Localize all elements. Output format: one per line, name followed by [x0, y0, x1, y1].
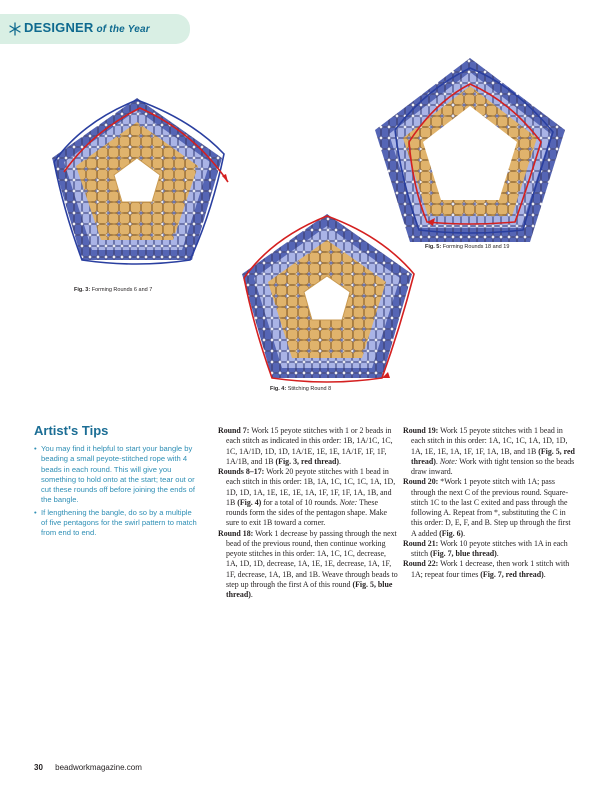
- tips-heading: Artist's Tips: [34, 423, 109, 438]
- round-21-step: Round 21: Work 10 peyote stitches with 1A in each stitch (Fig. 7, blue thread).: [403, 538, 568, 558]
- figure-4-caption: Fig. 4: Stitching Round 8: [270, 386, 332, 392]
- section-header: [0, 14, 190, 44]
- rounds-8-17-step: Rounds 8–17: Work 20 peyote stitches with 1 bead in each stitch in this order: 1B, 1A, 1C, 1C, 1C, 1A, 1D, 1D, 1D, 1A, 1E, 1E, 1E, 1A, 1F, 1F, 1F, 1A, 1B, and 1B (Fig. 4) for a total of 10 rounds. Note: These rounds form the sides of the pentagon shape. Make sure to exit 1B toward a corner.: [218, 467, 396, 528]
- tips-list: [34, 444, 200, 541]
- figure-5-pentagon: [365, 50, 575, 250]
- instructions-column-1: [218, 426, 398, 600]
- round-20-step: Round 20: *Work 1 peyote stitch with 1A; pass through the next C of the previous round. Square-stitch 1C to the last C exited and pass through the following A. Repeat from *, substituting the C in this order: D, E, F, and B. Step up through the first A added (Fig. 6).: [403, 477, 571, 538]
- round-19-step: Round 19: Work 15 peyote stitches with 1 bead in each stitch in this order: 1A, 1C, 1C, 1A, 1D, 1D, 1A, 1E, 1E, 1A, 1F, 1F, 1A, 1B, and 1B (Fig. 5, red thread). Note: Work with tight tension so the beads draw inward.: [403, 426, 575, 476]
- tip-item: • If lengthening the bangle, do so by a multiple of five pentagons for the swirl pattern to match from end to end.: [34, 508, 200, 539]
- instructions-column-2: [403, 426, 577, 580]
- round-22-step: Round 22: Work 1 decrease, then work 1 stitch with 1A; repeat four times (Fig. 7, red thread).: [403, 559, 570, 579]
- section-title: DESIGNER of the Year: [24, 20, 150, 35]
- round-7-step: Round 7: Work 15 peyote stitches with 1 or 2 beads in each stitch as indicated in this order: 1B, 1A/1C, 1C, 1C, 1A/1D, 1D, 1D, 1A/1E, 1E, 1E, 1A/1F, 1F, 1F, 1A/1B, and 1B (Fig. 3, red thread).: [218, 426, 393, 466]
- magazine-logo-icon: [9, 21, 21, 37]
- figure-5-caption: Fig. 5: Forming Rounds 18 and 19: [425, 244, 510, 250]
- footer-url[interactable]: beadworkmagazine.com: [55, 763, 142, 772]
- figure-3-pentagon: [42, 92, 232, 272]
- round-18-step: Round 18: Work 1 decrease by passing through the next bead of the previous round, then continue working peyote stitches in this order: 1A, 1C, 1C, decrease, 1A, 1D, 1D, decrease, 1A, 1E, 1E, decrease, 1A, 1F, 1F, decrease, 1A, 1B, and 1B. Weave through beads to step up through the first A of this round (Fig. 5, blue thread).: [218, 528, 398, 599]
- page-footer: [34, 763, 142, 772]
- figure-3-caption: Fig. 3: Forming Rounds 6 and 7: [74, 287, 153, 293]
- tip-item: • You may find it helpful to start your bangle by beading a small peyote-stitched rope with 4 beads in each round. This will give you something to hold onto at the start; tear out or cut these rounds off before joining the ends of the bangle.: [34, 444, 200, 506]
- page-number: 30: [34, 763, 43, 772]
